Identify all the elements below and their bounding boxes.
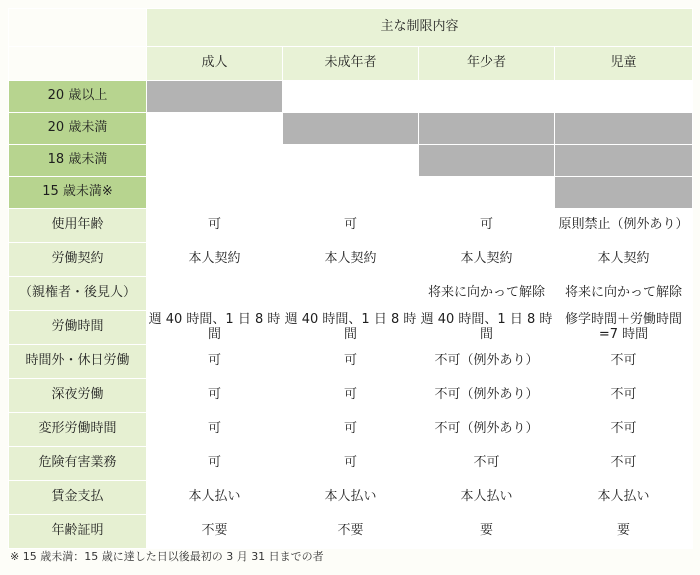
age-row-label: 15 歳未満※ <box>9 177 147 209</box>
corner-blank <box>9 9 147 47</box>
footnote: ※ 15 歳未満：15 歳に達した日以後最初の 3 月 31 日までの者 <box>10 550 324 563</box>
group-title: 主な制限内容 <box>147 9 693 47</box>
table-cell: 不要 <box>147 515 283 549</box>
table-cell: 不可 <box>555 345 693 379</box>
row-label-age-proof: 年齢証明 <box>9 515 147 549</box>
table-cell: 本人払い <box>419 481 555 515</box>
table-cell: 可 <box>283 379 419 413</box>
table-cell: 将来に向かって解除 <box>555 277 693 311</box>
age-coverage-cell <box>419 113 555 145</box>
restriction-table <box>8 8 693 549</box>
table-cell: 可 <box>283 345 419 379</box>
age-coverage-cell <box>147 177 283 209</box>
table-cell: 不可 <box>419 447 555 481</box>
table-cell: 可 <box>419 209 555 243</box>
age-coverage-cell <box>283 177 419 209</box>
table-cell <box>283 277 419 311</box>
column-header-minor: 未成年者 <box>283 47 419 81</box>
table-cell: 本人払い <box>555 481 693 515</box>
row-label-guardian: （親権者・後見人） <box>9 277 147 311</box>
table-cell: 将来に向かって解除 <box>419 277 555 311</box>
table-cell: 不可（例外あり） <box>419 345 555 379</box>
column-header-juvenile: 年少者 <box>419 47 555 81</box>
table-cell: 本人契約 <box>283 243 419 277</box>
row-label-working-hours: 労働時間 <box>9 311 147 345</box>
table-cell: 可 <box>147 379 283 413</box>
age-coverage-cell <box>147 113 283 145</box>
table-cell: 不要 <box>283 515 419 549</box>
table-cell: 要 <box>555 515 693 549</box>
table-cell: 本人払い <box>283 481 419 515</box>
row-label-hazardous-work: 危険有害業務 <box>9 447 147 481</box>
age-coverage-cell <box>283 113 419 145</box>
table-cell: 不可（例外あり） <box>419 413 555 447</box>
age-coverage-cell <box>555 177 693 209</box>
age-coverage-cell <box>147 145 283 177</box>
age-coverage-cell <box>283 81 419 113</box>
table-cell: 不可（例外あり） <box>419 379 555 413</box>
age-row-label: 20 歳以上 <box>9 81 147 113</box>
age-coverage-cell <box>147 81 283 113</box>
row-label-night-work: 深夜労働 <box>9 379 147 413</box>
table-cell: 不可 <box>555 447 693 481</box>
row-label-wage-payment: 賃金支払 <box>9 481 147 515</box>
age-coverage-cell <box>419 177 555 209</box>
corner-blank <box>9 47 147 81</box>
table-cell: 本人契約 <box>555 243 693 277</box>
table-cell: 本人払い <box>147 481 283 515</box>
table-cell: 不可 <box>555 379 693 413</box>
table-cell: 週 40 時間、1 日 8 時間 <box>147 311 283 345</box>
age-coverage-cell <box>555 113 693 145</box>
table-cell: 週 40 時間、1 日 8 時間 <box>283 311 419 345</box>
table-cell: 可 <box>283 413 419 447</box>
row-label-overtime: 時間外・休日労働 <box>9 345 147 379</box>
table-cell: 可 <box>147 209 283 243</box>
table-cell: 原則禁止（例外あり） <box>555 209 693 243</box>
age-coverage-cell <box>283 145 419 177</box>
row-label-flex-hours: 変形労働時間 <box>9 413 147 447</box>
table-cell: 可 <box>147 345 283 379</box>
age-row-label: 18 歳未満 <box>9 145 147 177</box>
column-header-child: 児童 <box>555 47 693 81</box>
table-cell <box>147 277 283 311</box>
table-cell: 要 <box>419 515 555 549</box>
age-coverage-cell <box>555 81 693 113</box>
table-cell: 可 <box>147 413 283 447</box>
table-cell: 不可 <box>555 413 693 447</box>
row-label-usage-age: 使用年齢 <box>9 209 147 243</box>
table-cell: 週 40 時間、1 日 8 時間 <box>419 311 555 345</box>
table-cell: 可 <box>283 447 419 481</box>
table-cell: 本人契約 <box>419 243 555 277</box>
age-row-label: 20 歳未満 <box>9 113 147 145</box>
column-header-adult: 成人 <box>147 47 283 81</box>
age-coverage-cell <box>419 81 555 113</box>
table-cell: 可 <box>147 447 283 481</box>
age-coverage-cell <box>419 145 555 177</box>
age-coverage-cell <box>555 145 693 177</box>
row-label-labor-contract: 労働契約 <box>9 243 147 277</box>
table-cell: 可 <box>283 209 419 243</box>
table-cell: 本人契約 <box>147 243 283 277</box>
table-cell: 修学時間＋労働時間 =7 時間 <box>555 311 693 345</box>
